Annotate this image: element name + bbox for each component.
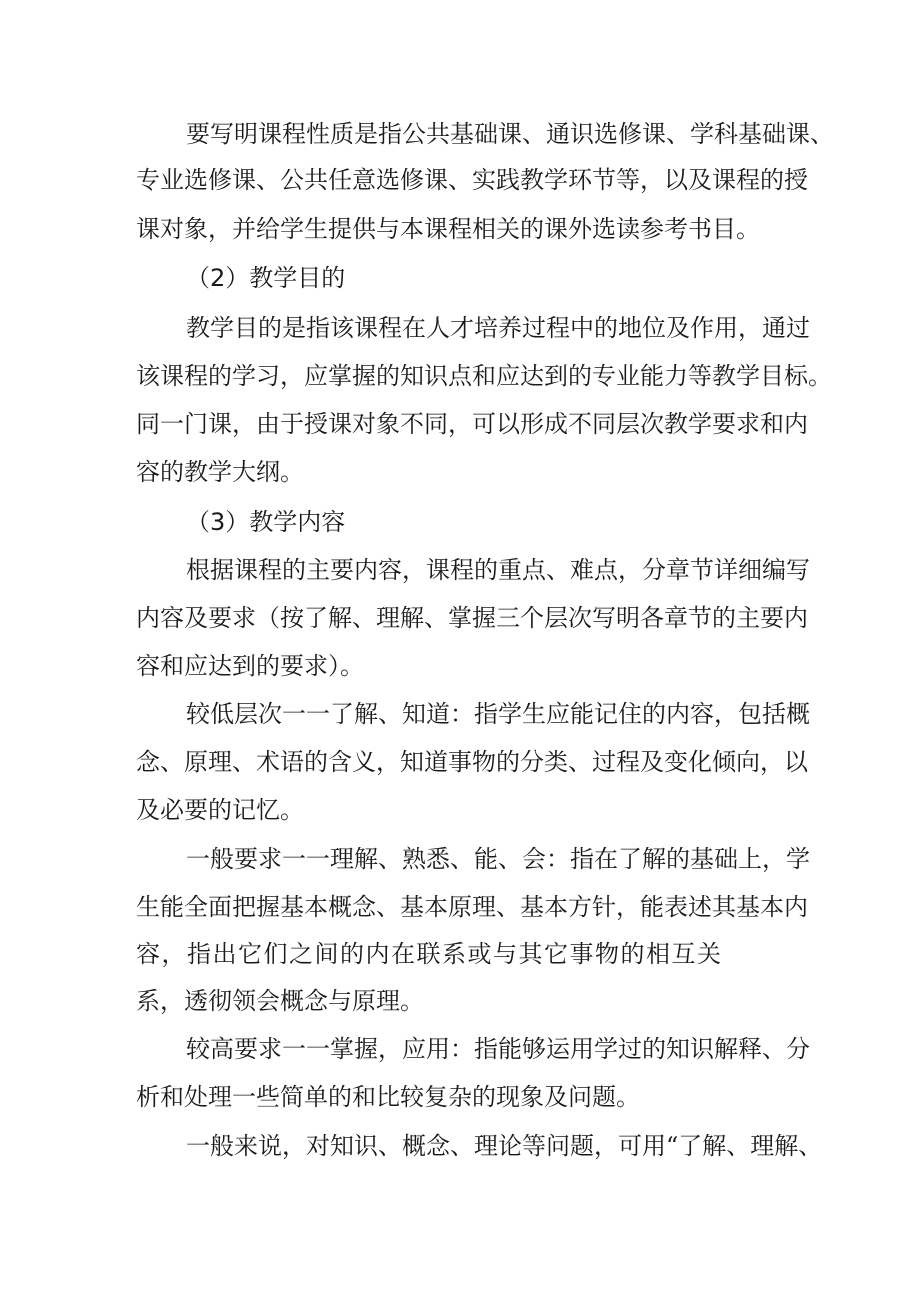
- paragraph-line: 课对象，并给学生提供与本课程相关的课外选读参考书目。: [136, 215, 760, 243]
- paragraph-line: 同一门课，由于授课对象不同，可以形成不同层次教学要求和内: [136, 410, 808, 438]
- paragraph-line: 教学目的是指该课程在人才培养过程中的地位及作用，通过: [186, 314, 810, 342]
- paragraph-line: 较低层次一一了解、知道：指学生应能记住的内容，包括概: [186, 700, 810, 728]
- paragraph-line: 析和处理一些简单的和比较复杂的现象及问题。: [136, 1083, 640, 1111]
- paragraph-line: 要写明课程性质是指公共基础课、通识选修课、学科基础课、: [186, 120, 834, 148]
- paragraph-line: 根据课程的主要内容，课程的重点、难点，分章节详细编写: [186, 556, 810, 584]
- paragraph-line: 该课程的学习，应掌握的知识点和应达到的专业能力等教学目标。: [136, 362, 832, 390]
- paragraph-line: 较高要求一一掌握，应用：指能够运用学过的知识解释、分: [186, 1035, 810, 1063]
- paragraph-line: 容的教学大纲。: [136, 458, 304, 486]
- paragraph-line: 一般来说，对知识、概念、理论等问题，可用“了解、理解、: [186, 1132, 823, 1160]
- section-heading-teaching-purpose: （2）教学目的: [186, 264, 346, 292]
- paragraph-line: 内容及要求（按了解、理解、掌握三个层次写明各章节的主要内: [136, 604, 808, 632]
- paragraph-line: 念、原理、术语的含义，知道事物的分类、过程及变化倾向，以: [136, 748, 808, 776]
- paragraph-line: 及必要的记忆。: [136, 796, 304, 824]
- paragraph-line: 专业选修课、公共任意选修课、实践教学环节等，以及课程的授: [136, 166, 808, 194]
- section-heading-teaching-content: （3）教学内容: [186, 508, 346, 536]
- paragraph-line: 系，透彻领会概念与原理。: [136, 987, 424, 1015]
- paragraph-line: 一般要求一一理解、熟悉、能、会：指在了解的基础上，学: [186, 845, 810, 873]
- paragraph-line: 容和应达到的要求）。: [136, 652, 364, 680]
- paragraph-line: 容，指出它们之间的内在联系或与其它事物的相互关: [136, 940, 723, 968]
- paragraph-line: 生能全面把握基本概念、基本原理、基本方针，能表述其基本内: [136, 893, 808, 921]
